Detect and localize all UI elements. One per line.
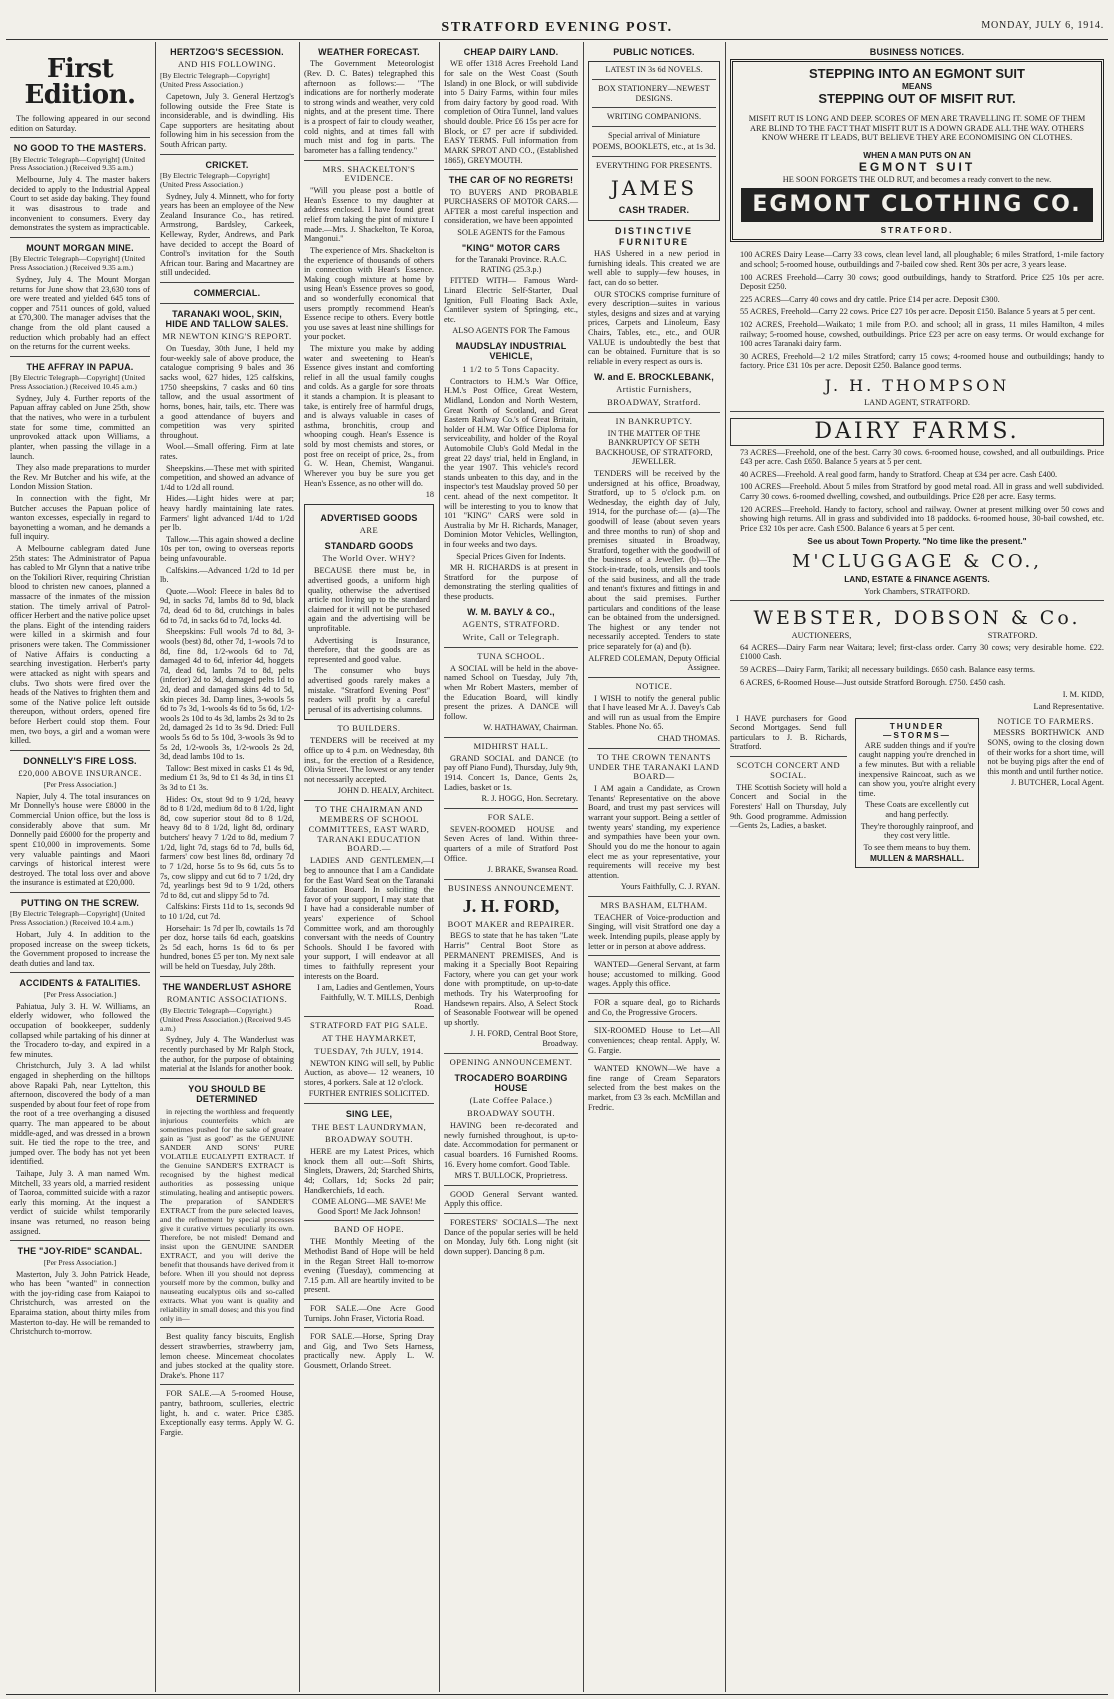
notice-headline: BAND OF HOPE. xyxy=(333,1224,405,1235)
advert-line: LATEST IN 3s 6d NOVELS. xyxy=(605,65,703,75)
advert-subhead: AGENTS, STRATFORD. xyxy=(462,619,560,630)
thompson-listings xyxy=(730,248,1104,713)
byline: [Per Press Association.] xyxy=(43,989,117,999)
farm-listing: 6 ACRES, 6-Roomed House—Just outside Stratford Borough. £750. £450 cash. xyxy=(740,677,1006,687)
advert-line: WHEN A MAN PUTS ON AN xyxy=(863,150,971,161)
advert-box xyxy=(730,59,1104,242)
advert-body: They're thoroughly rainproof, and they cost very little. xyxy=(860,821,974,841)
advert-signature: MULLEN & MARSHALL. xyxy=(869,853,965,864)
advert-subhead: 1 1/2 to 5 Tons Capacity. xyxy=(462,363,560,374)
divider xyxy=(160,1384,294,1385)
advert-signature: I. M. KIDD, xyxy=(1062,690,1104,700)
advert-line: LAND, ESTATE & FINANCE AGENTS. xyxy=(844,574,990,585)
divider xyxy=(588,412,720,413)
advert-line: STRATFORD. xyxy=(987,631,1038,641)
notice-body: SEVEN-ROOMED HOUSE and Seven Acres of land. Within three-quarters of a mile of Stratford Post Office. xyxy=(444,824,578,863)
divider xyxy=(444,1185,578,1186)
byline: [By Electric Telegraph—Copyright] (United Press Association.) (Received 10.45 a.m.) xyxy=(10,373,145,392)
divider xyxy=(10,972,150,973)
notice-headline: TO THE CHAIRMAN AND MEMBERS OF SCHOOL COMMITTEES, EAST WARD, TARANAKI EDUCATION BOARD.— xyxy=(308,804,430,854)
byline: [Per Press Association.] xyxy=(43,1257,117,1267)
column-5 xyxy=(584,42,724,1692)
advert-body: To see them means to buy them. xyxy=(863,842,971,852)
notice-headline: TO THE CROWN TENANTS UNDER THE TARANAKI LAND BOARD— xyxy=(588,751,720,782)
farmers-notice xyxy=(987,714,1104,873)
advert-body: MISFIT RUT IS LONG AND DEEP. SCORES OF MEN ARE TRAVELLING IT. SOME OF THEM ARE BLIND TO THE FACT THAT MISFIT RUT IS A DOWN GRADE ALL THE WAY. OTHERS KNOW WHERE IT LEADS, BUT BELIEVE THEY ARE ECONOMISING ON CLOTHES. xyxy=(748,114,1086,143)
byline: [Per Press Association.] xyxy=(43,780,117,790)
article-body: Hides: Ox, stout 9d to 9 1/2d, heavy 8d to 8 1/2d, medium 8d to 8 1/2d, light 8d, cow superior stout 8d to 8 1/2d, heavy 8d to 8 1/2d, light 8d, ordinary butchers' heavy 7 1/2d to 8d, medium 7 1/2d, light 7d, stags 6d to 7d, bulls 6d, farmers' cow best lines 8d, ordinary 7d to 7 1/2d, horse 5s to 9s 6d, cuts 5s to 7s, cow slippy and cut 6d to 7 1/2d, dry 7d, yearlings best 9d to 9 1/2d, others 7d to 8d, cut and slippy 5d to 7d. xyxy=(160,794,294,900)
farm-listing: 102 ACRES, Freehold—Waikato; 1 mile from P.O. and school; all in grass, 11 miles Hamilton, 4 miles railway; 5-roomed house, cowshed, outbuildings. Price £23 per acre on easy terms. Or would exchange for 100 acres Taranaki dairy farm. xyxy=(740,319,1104,349)
advert-headline: ADVERTISED GOODS xyxy=(320,512,418,523)
left-bottom-ads xyxy=(730,714,847,873)
advert-headline: SING LEE, xyxy=(345,1109,393,1120)
article-body: On Tuesday, 30th June, I held my four-weekly sale of above produce, the catalogue comprising 9 bales and 36 sacks wool, 627 hides, 125 calfskins, 1750 sheepskins, 7 casks and 60 tins tallow, and the usual assortment of horns, bones, hair, tails, etc. There was a good attendance of buyers and competition was very spirited throughout. xyxy=(160,344,294,440)
masthead xyxy=(0,0,1114,38)
article-body: They also made preparations to murder the Rev. Mr Butcher and his wife, at the London Mission Station. xyxy=(10,463,150,492)
issue-date: MONDAY, JULY 6, 1914. xyxy=(981,20,1104,31)
article-body: Hides.—Light hides were at par; heavy hardly maintaining late rates. Farmers' light advanced 1/4d to 1/2d per lb. xyxy=(160,494,294,533)
advert-line: WRITING COMPANIONS. xyxy=(606,112,702,122)
farm-listing: 100 ACRES Dairy Lease—Carry 33 cows, clean level land, all ploughable; 6 miles Stratford, 1-mile factory and school; 5-roomed house, outbuildings and 7-bailed cow shed. Rent 30s per acre, 3 years lease. xyxy=(740,250,1104,269)
byline: (By Electric Telegraph—Copyright.) (United Press Association.) (Received 9.45 a.m.) xyxy=(160,1005,291,1033)
article-subhead: MR NEWTON KING'S REPORT. xyxy=(162,331,292,342)
advert-title: J. H. FORD, xyxy=(462,895,560,916)
divider xyxy=(592,107,716,108)
advert-body: WE offer 1318 Acres Freehold Land for sale on the West Coast (South Island) in one Block, or will subdivide into 5 Dairy Farms, within four miles from dairy factory by good road. With completion of Otira Tunnel, land values should double. Price £6 15s per acre for Block, or £7 per acre if subdivided. EASY TERMS. Full information from MARK SPROT AND CO., (Established 1865), GREYMOUTH. xyxy=(444,59,578,165)
advert-headline: MRS. SHACKELTON'S EVIDENCE. xyxy=(322,163,416,184)
advert-line: BOX STATIONERY—NEWEST DESIGNS. xyxy=(598,84,710,103)
advert-line: MEANS xyxy=(902,80,932,91)
divider xyxy=(160,303,294,304)
divider xyxy=(588,896,720,897)
advert-line: EVERYTHING FOR PRESENTS. xyxy=(596,161,712,171)
advert-title: JAMES xyxy=(610,175,698,200)
advert-headline: EGMONT SUIT xyxy=(858,159,976,174)
edition-title: First Edition. xyxy=(24,54,136,110)
classified-ad: FOR SALE.—One Acre Good Turnips. John Fraser, Victoria Road. xyxy=(304,1304,434,1323)
article-body: Calfskins: Firsts 11d to 1s, seconds 9d to 10 1/2d, cut 7d. xyxy=(160,902,294,921)
advert-headline: STEPPING OUT OF MISFIT RUT. xyxy=(818,91,1016,107)
article-headline: THE AFFRAY IN PAPUA. xyxy=(26,361,134,372)
advert-line: AUCTIONEERS, xyxy=(791,631,852,641)
divider xyxy=(304,1299,434,1300)
notice-headline: STRATFORD FAT PIG SALE. xyxy=(310,1020,428,1031)
advert-body: FITTED WITH— Famous Ward-Linard Electric Self-Starter, Dual Ignition, Full Floating Back Axle, Cantilever system of Springing, etc., etc. xyxy=(444,276,578,324)
edition-note: The following appeared in our second edition on Saturday. xyxy=(10,114,150,133)
notice-subhead: TUESDAY, 7th JULY, 1914. xyxy=(314,1045,424,1056)
divider xyxy=(10,137,150,138)
classified-ad: SIX-ROOMED House to Let—All conveniences; cheap rental. Apply, W. G. Fargie. xyxy=(588,1026,720,1055)
advert-body: HAS Ushered in a new period in furnishing ideals. This created we are well able to supply—few houses, in fact, can do so better. xyxy=(588,249,720,288)
advert-headline: W. M. BAYLY & CO., xyxy=(467,606,555,617)
column-4 xyxy=(440,42,582,1692)
article-subhead: £20,000 ABOVE INSURANCE. xyxy=(18,768,142,779)
divider xyxy=(730,756,847,757)
article-body: Taihape, July 3. A man named Wm. Mitchell, 33 years old, a married resident of Taoroa, committed suicide with a razor early this morning. At the inquest a verdict of suicide whilst temporarily insane was returned, no reason being assigned. xyxy=(10,1169,150,1236)
notice-signature: R. J. HOGG, Hon. Secretary. xyxy=(481,794,578,804)
notice-body: A SOCIAL will be held in the above-named School on Tuesday, July 7th, when Mr Robert Masters, member of the Education Board, will kindly present the prizes. A DANCE will follow. xyxy=(444,663,578,721)
divider xyxy=(160,1078,294,1079)
advert-headline: YOU SHOULD BE DETERMINED xyxy=(188,1083,266,1105)
farm-listing: 100 ACRES Freehold—Carry 30 cows; good outbuildings, handy to Stratford. Price £25 10s per acre. Deposit £250. xyxy=(740,272,1104,292)
advert-body: Advertising is Insurance, therefore, that the goods are as represented and good value. xyxy=(308,635,430,664)
advert-body: in rejecting the worthless and frequently injurious counterfeits which are sometimes pushed for the sake of greater gain as "just as good" as the GENUINE SANDER AND SONS' PURE VOLATILE EUCALYPTI EXTRACT. If the Genuine SANDER'S EXTRACT is recognised by the highest medical authorities as possessing unique stimulating, healing and antiseptic powers. The preparation of SANDER'S EXTRACT from the pure selected leaves, and the refinement by special processes give it curative virtues peculiarly its own. Therefore, be not misled! Demand and insist upon the GENUINE SANDER EXTRACT, and you will derive the benefit that thousands have derived from it before. When ill you should not depress yourself more by the common, bulky and nauseating eucalyptus oils and so-called extracts. What you want is quality and reliability in small doses; and this you find only in— xyxy=(160,1106,294,1324)
divider xyxy=(10,892,150,893)
advert-body: BECAUSE there must be, in advertised goods, a uniform high quality, otherwise the advertised article not living up to the standard claimed for it will not be purchased again and the advertising will be unprofitable. xyxy=(308,566,430,633)
advert-headline: —STORMS— xyxy=(883,730,951,741)
byline: [By Electric Telegraph—Copyright] (United Press Association.) (Received 10.4 a.m.) xyxy=(10,909,145,928)
byline: [By Electric Telegraph—Copyright] (United Press Association.) xyxy=(160,170,270,189)
farm-listing: 100 ACRES—Freehold. About 5 miles from Stratford by good metal road. All in grass and well subdivided. Carry 30 cows. 6-roomed dwelling, cowshed, and outbuildings. Price £28 per acre. Easy terms. xyxy=(740,482,1104,502)
article-body: Pahiatua, July 3. H. W. Williams, an elderly widower, who followed the occupation of bookkeeper, suddenly collapsed while partaking of his dinner at the Trocadero to-day, and expired in a few minutes. xyxy=(10,1001,150,1059)
notice-body: THE Monthly Meeting of the Methodist Band of Hope will be held in the Regan Street Hall to-morrow evening (Tuesday), commencing at 7.15 p.m. All are heartily invited to be present. xyxy=(304,1237,434,1295)
notice-headline: NOTICE TO FARMERS. xyxy=(997,715,1094,726)
divider xyxy=(444,1213,578,1214)
advert-body: Best quality fancy biscuits, English dessert strawberries, strawberry jam, lemon cheese. Mincemeat chocolates and jubes stocked at the quality store. Drake's. Phone 117 xyxy=(160,1332,294,1380)
notice-body: NEWTON KING will sell, by Public Auction, as above— 12 weaners, 10 stores, 4 porkers. Sale at 12 o'clock. xyxy=(304,1058,434,1087)
farm-listing: 64 ACRES—Dairy Farm near Waitara; level; first-class order. Carry 30 cows; very desirable home. £22. £1000 Cash. xyxy=(740,642,1104,662)
advert-subhead: The World Over. WHY? xyxy=(322,553,416,564)
notice-headline: SCOTCH CONCERT AND SOCIAL. xyxy=(736,759,841,780)
divider xyxy=(304,1327,434,1328)
advert-line: York Chambers, STRATFORD. xyxy=(864,586,970,596)
farm-listing: 59 ACRES—Dairy Farm, Tariki; all necessary buildings. £650 cash. Balance easy terms. xyxy=(740,665,1035,675)
divider xyxy=(444,879,578,880)
advert-subhead: BROADWAY SOUTH. xyxy=(324,1134,414,1145)
divider xyxy=(304,160,434,161)
divider xyxy=(304,1103,434,1104)
notice-signature: JOHN D. HEALY, Architect. xyxy=(337,786,434,796)
article-body: Hobart, July 4. In addition to the proposed increase on the sweep tickets, the Government proposed to increase the death duties and land tax. xyxy=(10,930,150,968)
notice-headline: NOTICE. xyxy=(635,680,673,691)
advert-line: Special arrival of Miniature xyxy=(608,130,700,140)
column-3 xyxy=(300,42,438,1692)
advert-number: 18 xyxy=(425,490,434,500)
advert-body: MR H. RICHARDS is at present in Stratford for the purpose of demonstrating the sterling qualities of these products. xyxy=(444,563,578,602)
divider xyxy=(160,1327,294,1328)
divider xyxy=(730,411,1104,412)
divider xyxy=(444,169,578,170)
article-body: Melbourne, July 4. The master bakers decided to apply to the Industrial Appeal Court to set aside day baking. They found it was disastrous to trade and inconvenient to consumers. Every day demonstrates the system as impracticable. xyxy=(10,175,150,233)
classified-ad: I HAVE purchasers for Good Second Mortgages. Send full particulars to J. B. Richards, Stratford. xyxy=(730,713,847,752)
land-agents-row xyxy=(730,248,1104,713)
article-body: Napier, July 4. The total insurances on Mr Donnelly's house were £8000 in the Commercial Union office, but the loss is considerably above that sum. Mr Donnelly paid £6000 for the property and spent £10,000 in improvements. Some very valuable paintings and Maori carvings of historical interest were destroyed. The total loss over and above the insurance is estimated at £20,000. xyxy=(10,791,150,888)
notice-signature: CHAD THOMAS. xyxy=(657,734,720,744)
advert-box xyxy=(304,504,434,721)
article-headline: THE WANDERLUST ASHORE xyxy=(162,981,292,992)
farm-listing: 120 ACRES—Freehold. Handy to factory, school and railway. Owner at present milking over 50 cows and showing high returns. All in grass and subdivided into 18 paddocks. 6-roomed house, 30-bail cowshed, etc. Price £32 10s per acre. Cash £500. Balance 6 years at 5 per cent. xyxy=(740,504,1104,533)
advert-body: "Will you please post a bottle of Hean's Essence to my daughter at address enclosed. I have found great relief from taking the pint of mixture I made.—Mrs. J. Shackelton, Te Koroa, Mangonui." xyxy=(304,186,434,244)
article-headline: HERTZOG'S SECESSION. xyxy=(170,47,284,57)
notice-subhead: IN THE MATTER OF THE BANKRUPTCY OF SETH BACKHOUSE, OF STRATFORD, JEWELLER. xyxy=(595,428,713,467)
divider xyxy=(160,154,294,155)
notice-headline: MIDHIRST HALL. xyxy=(473,740,549,751)
advert-title: DAIRY FARMS. xyxy=(730,418,1104,446)
advert-line: LAND AGENT, STRATFORD. xyxy=(864,397,970,407)
article-body: In connection with the fight, Mr Butcher accuses the Papuan police of wanton excesses, especially in regard to bayonetting a woman, and he demands a full inquiry. xyxy=(10,493,150,542)
bottom-ads-row xyxy=(730,714,1104,873)
divider xyxy=(592,156,716,157)
advert-body: SOLE AGENTS for the Famous xyxy=(457,228,565,238)
notice-signature: W. HATHAWAY, Chairman. xyxy=(483,723,578,733)
classified-ad: WANTED KNOWN—We have a fine range of Cream Separators selected from the best makes on the market, from £3 3s each. McMillan and Fredric. xyxy=(588,1064,720,1112)
advert-subhead: ARE xyxy=(359,525,379,536)
notice-signature: Yours Faithfully, C. J. RYAN. xyxy=(620,882,720,892)
notice-subhead: AT THE HAYMARKET, xyxy=(321,1032,417,1043)
notice-footer: FURTHER ENTRIES SOLICITED. xyxy=(308,1089,430,1099)
article-subhead: ROMANTIC ASSOCIATIONS. xyxy=(166,994,288,1005)
column-1 xyxy=(6,42,154,1692)
divider xyxy=(444,737,578,738)
notice-headline: IN BANKRUPTCY. xyxy=(615,415,693,426)
article-body: Christchurch, July 3. A lad whilst engaged in shepherding on the hilltops above Rapaki Pah, near Lyttelton, this afternoon, discovered the body of a man suspended by about four feet of rope from the root of a tree overhanging a disused quarry. The man appeared to be about middle-aged, and was dressed in a brown suit. He tied the rope to the tree, and jumped over. The body has not yet been identified. xyxy=(10,1061,150,1167)
notice-body: I WISH to notify the general public that I have leased Mr A. J. Davey's Cab and will run as usual from the Empire Stables. Phone No. 65. xyxy=(588,693,720,732)
advert-body: FOR SALE.—A 5-roomed House, pantry, bathroom, sculleries, electric light, h. and c. water. Price £385. Exceptionally easy terms. Apply W. G. Fargie. xyxy=(160,1389,294,1437)
advert-subhead: Artistic Furnishers, xyxy=(616,383,692,394)
article-body: Tallow.—This again showed a decline 10s per ton, owing to overseas reports being unfavourable. xyxy=(160,534,294,564)
article-body: Calfskins.—Advanced 1/2d to 1d per lb. xyxy=(160,565,294,585)
divider xyxy=(588,955,720,956)
thunder-storms-advert xyxy=(855,718,980,869)
advert-body: HE SOON FORGETS THE OLD RUT, and becomes a ready convert to the new. xyxy=(782,174,1052,184)
notice-body: LADIES AND GENTLEMEN,—I beg to announce that I am a Candidate for the East Ward Seat on the Taranaki Education Board. In soliciting the favor of your support, I may state that I have had a considerable number of years' experience of School Committee work, and am thoroughly conversant with the needs of Country Schools. Should I be favored with your support, I will endeavor at all times to faithfully represent your interests on the Board. xyxy=(304,856,434,981)
classified-ad: FOR a square deal, go to Richards and Co, the Progressive Grocers. xyxy=(588,998,720,1017)
advert-subhead: BROADWAY SOUTH. xyxy=(466,1108,556,1119)
article-body: Sydney, July 4. The Wanderlust was recently purchased by Mr Ralph Stock, the author, for the purpose of obtaining material at the Islands for another book. xyxy=(160,1035,294,1074)
advert-body: BEGS to state that he has taken "Late Harris'" Central Boot Store as PERMANENT PREMISES, And is making it a Specially Boot Repairing Factory, where you can get your work done with promptitude, on up-to-date methods. Try his Waterproofing for Handsewn repairs. Also, A Select Stock of Seasonable Footwear will be opened up shortly. xyxy=(444,931,578,1027)
notice-signature: J. BRAKE, Swansea Road. xyxy=(487,865,578,875)
farm-listing: 73 ACRES—Freehold, one of the best. Carry 30 cows. 6-roomed house, cowshed, and all outbuildings. Price £43 per acre. Cash £650. Balance 5 years at 5 per cent. xyxy=(740,447,1104,467)
section-headline: BUSINESS NOTICES. xyxy=(869,47,965,57)
divider xyxy=(10,237,150,238)
advert-body: The mixture you make by adding water and sweetening to Hean's Essence gives instant and comforting relief in all the usual family coughs and colds. As a gargle for sore throats it stands a champion. It is pleasant to take, is entirely free of harmful drugs, and is always valuable in cases of asthma, bronchitis, croup and whooping cough. Hean's Essence is sold by most chemists and stores, or post free on receipt of price, 2s., from G. W. Hean, Chemist, Wanganui. Wherever you buy be sure you get Hean's Essence, as no other will do. xyxy=(304,344,434,488)
article-body: Sheepskins.—These met with spirited competition, and showed an advance of 1/4d to 1/2d all round. xyxy=(160,463,294,492)
advert-subtitle: CASH TRADER. xyxy=(618,204,690,215)
byline: [By Electric Telegraph—Copyright] (United Press Association.) (Received 9.35 a.m.) xyxy=(10,154,145,173)
advert-subhead: BOOT MAKER and REPAIRER. xyxy=(447,918,575,929)
article-body: Masterton, July 3. John Patrick Heade, who has been "wanted" in connection with the joy-riding case from Kaiapoi to Christchurch, was arrested on the Eparaima station, about thirty miles from Masterton to-day. He will be remanded to Christchurch to-morrow. xyxy=(10,1269,150,1337)
notice-body: THE Scottish Society will hold a Concert and Social in the Foresters' Hall on Thursday, July 9th. Good programme. Admission—Gents 2s, Ladies, a basket. xyxy=(730,782,847,831)
notice-body: I AM again a Candidate, as Crown Tenants' Representative on the above Board, and trust my past services will warrant your support. Being a settler of twenty years' standing, my experience and sympathies have been your own. Should you do me the honour to again elect me as your representative, your requirements will receive my best attention. xyxy=(588,784,720,880)
advert-headline: THUNDER xyxy=(889,720,945,731)
article-body: Quote.—Wool: Fleece in bales 8d to 9d, in sacks 7d, lambs 8d to 9d, black 7d, dead 6d to 8d, crutchings in bales 6d to 7d, in sacks 6d to 7d, locks 4d. xyxy=(160,586,294,625)
divider xyxy=(10,1240,150,1241)
divider xyxy=(588,1059,720,1060)
advert-body: Special Prices Given for Indents. xyxy=(456,551,566,561)
advert-line: STRATFORD. xyxy=(880,224,954,235)
article-headline: MOUNT MORGAN MINE. xyxy=(26,242,134,253)
divider xyxy=(160,282,294,283)
article-body: Wool.—Small offering. Firm at late rates. xyxy=(160,442,294,461)
footer-rule xyxy=(6,1694,1108,1695)
divider xyxy=(10,356,150,357)
divider xyxy=(588,748,720,749)
advert-body: HERE are my Latest Prices, which knock them all out:—Soft Shirts, Singlets, Drawers, 2d; Starched Shirts, 4d; Collars, 1d; Socks 2d pair; Handkerchiefs, 1d each. xyxy=(304,1147,434,1195)
advert-title: M'CLUGGAGE & CO., xyxy=(792,551,1042,573)
classified-ad: FOR SALE.—Horse, Spring Dray and Gig, and Two Sets Harness, practically new. Apply L. W. Gousmett, Orlando Street. xyxy=(304,1332,434,1371)
section-headline: COMMERCIAL. xyxy=(193,288,261,299)
advert-body: ARE sudden things and if you're caught napping you're drenched in a few minutes. But with a reliable inexpensive Raincoat, such as we can show you, you're alright every time. xyxy=(858,740,976,798)
advert-headline: DISTINCTIVE FURNITURE xyxy=(614,226,693,247)
advert-signature: Land Representative. xyxy=(1033,701,1104,711)
advert-subhead: BROADWAY, Stratford. xyxy=(607,396,701,407)
masthead-rule xyxy=(6,39,1108,40)
divider xyxy=(588,677,720,678)
notice-body: TENDERS will be received at my office up to 4 p.m. on Wednesday, 8th inst., for the erection of a Residence, Olivia Street. The lowest or any tender not necessarily accepted. xyxy=(304,736,434,784)
notice-headline: TO BUILDERS. xyxy=(337,723,401,734)
divider xyxy=(592,126,716,127)
advert-body: OUR STOCKS comprise furniture of every description—suites in various styles, designs and sizes and at varying prices, Carpets and Linoleum, Easy Chairs, Tables, etc., etc., and OUR VALUE is undoubtedly the best that can be obtained. Furniture that is so reliable in every respect as ours is. xyxy=(588,289,720,366)
classified-ad: WANTED—General Servant, at farm house; accustomed to milking. Good wages. Apply this office. xyxy=(588,960,720,989)
advert-signature: J. H. FORD, Central Boot Store, Broadway. xyxy=(469,1029,578,1049)
notice-headline: FOR SALE. xyxy=(487,811,535,822)
article-headline: DONNELLY'S FIRE LOSS. xyxy=(23,755,137,766)
advert-title: W. and E. BROCKLEBANK, xyxy=(594,371,714,382)
notice-headline: MRS BASHAM, ELTHAM. xyxy=(600,899,708,910)
article-headline: ACCIDENTS & FATALITIES. xyxy=(19,978,141,989)
advert-body: for the Taranaki Province. R.A.C. RATING (25.3.p.) xyxy=(455,255,567,274)
article-body: A Melbourne cablegram dated June 25th states: The Administrator of Papua has cabled to Mr Glynn that a native tribe on the Tokiliori River, requiring Christian blood to christen new canoes, planned a massacre of the inmates of the mission station. The timely arrival of Patrol-officer Herbert and the native police upset the plans. Eight of the intending raiders were killed in a skirmish and four prisoners were taken. The Commissioner of Native Affairs is conducting a searching investigation. Herbert's party were attacked as night with spears and clubs. Two shots were fired over the heads of the Natives to frighten them and some of the Native police left outside thereupon, without orders, opened fire before Herbert could stop them. Four men, two boys, a girl and a woman were killed. xyxy=(10,543,150,746)
advert-title: TROCADERO BOARDING HOUSE xyxy=(454,1072,568,1093)
advert-headline: CHEAP DAIRY LAND. xyxy=(463,47,559,57)
advert-headline: OPENING ANNOUNCEMENT. xyxy=(449,1056,573,1067)
divider xyxy=(592,79,716,80)
classified-ad: GOOD General Servant wanted. Apply this office. xyxy=(444,1189,578,1209)
divider xyxy=(730,600,1104,601)
notice-signature: J. BUTCHER, Local Agent. xyxy=(1010,778,1105,788)
advert-signature: MRS T. BULLOCK, Proprietress. xyxy=(454,1171,568,1181)
advert-body: COME ALONG—ME SAVE! Me Good Sport! Me Jack Johnson! xyxy=(312,1197,426,1216)
advert-headline: THE CAR OF NO REGRETS! xyxy=(448,175,574,186)
article-headline: CRICKET. xyxy=(205,159,249,170)
advert-body: ALSO AGENTS FOR The Famous xyxy=(452,326,570,336)
advert-subhead: Write, Call or Telegraph. xyxy=(462,631,560,642)
advert-body: HAVING been re-decorated and newly furnished throughout, is up-to-date. Accommodation for permanent or casual boarders. 16 Furnished Rooms. 16. Every home comfort. Good Table. xyxy=(444,1121,578,1169)
notice-body: MESSRS BORTHWICK AND SONS, owing to the closing down of their works for a short time, will not be buying pigs after the end of this month and until further notice. xyxy=(987,728,1105,776)
divider xyxy=(588,1021,720,1022)
article-headline: THE "JOY-RIDE" SCANDAL. xyxy=(17,1246,143,1257)
divider xyxy=(10,750,150,751)
advert-box xyxy=(588,61,720,221)
advert-body: Contractors to H.M.'s War Office, H.M.'s Post Office, Great Western, Midland, London and North Western, Great North of Scotland, and Great Eastern Railway Co.'s of Great Britain, holder of H.M. War Office Diploma for serviceability, and holder of the Royal Automobile Club's Gold Medal in the great 22 days' trial, held in England, in the year 1907. This vehicle's record stands unbeaten to this day, and in the inspector's test Maudslay proved 50 per cent. ahead of the next competitor. It will be interesting to you to know that 101 "KING" CARS were sold in Australia by Mr H. Richards, Manager, Dominion Motor Vehicles, Wellington, in four weeks and two days. xyxy=(444,376,578,550)
notice-signature: ALFRED COLEMAN, Deputy Official Assignee. xyxy=(588,653,720,673)
notice-body: TEACHER of Voice-production and Singing, will visit Stratford one day a week. Intending pupils, please apply by letter or in person at above address. xyxy=(588,912,720,951)
article-body: Sydney, July 4. Further reports of the Papuan affray cabled on June 25th, show that the natives, who were in a turbulent state for some time, committed an unprovoked attack upon Williams, a planter, when passing the village in a launch. xyxy=(10,393,150,461)
article-body: Tallow: Best mixed in casks £1 4s 9d, medium £1 3s, 9d to £1 4s 3d, in tins £1 3s 3d to £1 3s. xyxy=(160,763,294,793)
article-body: Horsehair: 1s 7d per lb, cowtails 1s 7d per doz, horse tails 6d each, goatskins 2s 5d each, horns 1s 6d to 6s per hundred, bones £5 per ton. My next sale will be held on Tuesday, July 28th. xyxy=(160,923,294,972)
newspaper-title: STRATFORD EVENING POST. xyxy=(441,20,673,35)
column-2 xyxy=(156,42,298,1692)
divider xyxy=(160,976,294,977)
egmont-clothing-logo: EGMONT CLOTHING CO. xyxy=(741,188,1093,222)
advert-headline: STEPPING INTO AN EGMONT SUIT xyxy=(809,66,1025,82)
article-body: Sheepskins: Full wools 7d to 8d, 3-wools (best) 8d, other 7d, 1-wools 7d to 8d, fine 8d, 1/2-wools 6d to 7d, damaged 4d to 6d, inferior 4d, hoggets 7d, dead 6d, lambs 7d to 8d, pelts (inferior) 2d to 3d, damaged pelts 1d to 2d, dead and damaged skins 4d to 5d, skin pieces 3d. Damp lines, 3-wools 5s 6d to 7s 3d, 1-wools 4s 6d to 5s 6d, 1/2-wools 2s 10d to 4s 3d, lambs 2s 3d to 2s 2d, damaged 2s 1d to 3s 9d. Dried: Full wools 5s 6d to 5s 10d, 3-wools 3s 9d to 5s 2d, 1/2-wools 3s, 1/2-wools 2s 2d, 3d, dead lambs 10d to 1s. xyxy=(160,627,294,762)
advert-body: The experience of Mrs. Shackelton is the experience of thousands of others in connection with Hean's Essence. Making cough mixture at home by using Hean's Essence proves so good, and so wonderfully economical that users promptly recommend Hean's Essence recipe to others. Every bottle you use saves at least nine shillings for your pocket. xyxy=(304,245,434,342)
advert-body: The consumer who buys advertised goods rarely makes a mistake. "Stratford Evening Post" readers will profit by a careful perusal of its advertising columns. xyxy=(308,666,430,714)
advert-title: J. H. THOMPSON xyxy=(824,375,1010,395)
divider xyxy=(304,1220,434,1221)
divider xyxy=(444,1053,578,1054)
advert-subhead: (Late Coffee Palace.) xyxy=(469,1095,553,1106)
article-body: Sydney, July 4. The Mount Morgan returns for June show that 23,630 tons of ore were treated and yielded 645 tons of copper and 7511 ounces of gold, valued at £70,300. The manager advises that the change from the old plant caused a reduction which probably had an effect on the returns for the current weeks. xyxy=(10,274,150,352)
section-headline: PUBLIC NOTICES. xyxy=(613,47,695,57)
advert-headline: BUSINESS ANNOUNCEMENT. xyxy=(447,882,575,893)
article-body: The Government Meteorologist (Rev. D. C. Bates) telegraphed this afternoon as follows:— "The indications are for northerly moderate to strong winds and weather, very cold nights, and at the present time. There is a prospect of fair to cloudy weather, cold nights, and at times fall with much mist and fog in parts. The barometer has a falling tendency." xyxy=(304,59,434,155)
divider xyxy=(304,800,434,801)
advert-body: These Coats are excellently cut and hang perfectly. xyxy=(865,800,969,820)
classified-ad: FORESTERS' SOCIALS—The next Dance of the popular series will be held on Monday, July 6th. Long night (sit down supper). Dancing 8 p.m. xyxy=(444,1218,578,1256)
article-headline: PUTTING ON THE SCREW. xyxy=(20,897,140,908)
advert-subhead: THE BEST LAUNDRYMAN, xyxy=(311,1121,427,1132)
advert-headline: STANDARD GOODS xyxy=(324,541,414,552)
column-6 xyxy=(726,42,1108,1692)
farm-listing: 55 ACRES, Freehold—Carry 22 cows. Price £27 10s per acre. Deposit £150. Balance 5 years at 5 per cent. xyxy=(740,307,1096,317)
divider xyxy=(304,1016,434,1017)
farm-listing: 40 ACRES—Freehold. A real good farm, handy to Stratford. Cheap at £34 per acre. Cash £400. xyxy=(740,469,1058,479)
advert-title: WEBSTER, DOBSON & Co. xyxy=(753,607,1081,630)
auctioneer-row xyxy=(730,631,1104,641)
divider xyxy=(588,993,720,994)
article-body: Sydney, July 4. Minnett, who for forty years has been an employee of the New Zealand Insurance Co., has retired. Armstrong, Bardsley, Carkeek, Kelleway, Ryder, Andrews, and Park have decided to accept the Board of Control's invitation for the South African tour. Baring and Macartney are still undecided. xyxy=(160,191,294,278)
article-headline: TARANAKI WOOL, SKIN, HIDE AND TALLOW SALES. xyxy=(165,308,289,329)
divider xyxy=(444,647,578,648)
byline: [By Electric Telegraph—Copyright] (United Press Association.) (Received 9.35 a.m.) xyxy=(10,254,145,273)
notice-body: GRAND SOCIAL and DANCE (to pay off Piano Fund), Thursday, July 9th, 1914. Concert 1s, Dance, Gents 2s, Ladies, basket or 1s. xyxy=(444,753,578,792)
advert-headline: MAUDSLAY INDUSTRIAL VEHICLE, xyxy=(455,340,567,362)
notice-headline: TUNA SCHOOL. xyxy=(477,650,545,661)
article-headline: WEATHER FORECAST. xyxy=(318,47,420,57)
byline: [By Electric Telegraph—Copyright] (United Press Association.) xyxy=(160,71,270,90)
notice-signature: I am, Ladies and Gentlemen, Yours Faithfully, W. T. MILLS, Denbigh Road. xyxy=(316,983,434,1012)
advert-body: TO BUYERS AND PROBABLE PURCHASERS OF MOTOR CARS.— AFTER a most careful inspection and consideration, we have been appointed xyxy=(444,187,578,226)
farm-listing: 225 ACRES—Carry 40 cows and dry cattle. Price £14 per acre. Deposit £300. xyxy=(740,294,1000,304)
advert-headline: "KING" MOTOR CARS xyxy=(461,242,561,253)
advert-line: See us about Town Property. "No time like the present." xyxy=(807,535,1027,546)
article-headline: NO GOOD TO THE MASTERS. xyxy=(13,143,147,154)
article-body: Capetown, July 3. General Hertzog's following outside the Free State is inconsiderable, and is dwindling. His Cape supporters are hesitating about following him in his secession from the South African party. xyxy=(160,91,294,149)
article-subhead: AND HIS FOLLOWING. xyxy=(177,59,276,70)
divider xyxy=(444,808,578,809)
farm-listing: 30 ACRES, Freehold—2 1/2 miles Stratford; carry 15 cows; 4-roomed house and outbuildings; handy to factory. Price £31 10s per acre. Deposit £250. Balance good terms. xyxy=(740,351,1104,371)
advert-line: POEMS, BOOKLETS, etc., at 1s 3d. xyxy=(592,142,716,152)
notice-body: TENDERS will be received by the undersigned at his office, Broadway, Stratford, up to 5 o'clock p.m. on Wednesday, the eighth day of July, 1914, for the purchase of:— (a)—The goodwill of lease (about seven years and three months to run) of shop and premises situated in Broadway, Stratford, together with the goodwill of the business of a Jeweller. (b)—The Stock-in-trade, tools, utensils and tools of the said business, and all the trade and tenant's fixtures and fittings in and about the said premises. Further particulars and conditions of the lease can be obtained from the undersigned. The highest or any tender not necessarily accepted. Tenders to state price separately for (a) and (b). xyxy=(588,468,720,651)
